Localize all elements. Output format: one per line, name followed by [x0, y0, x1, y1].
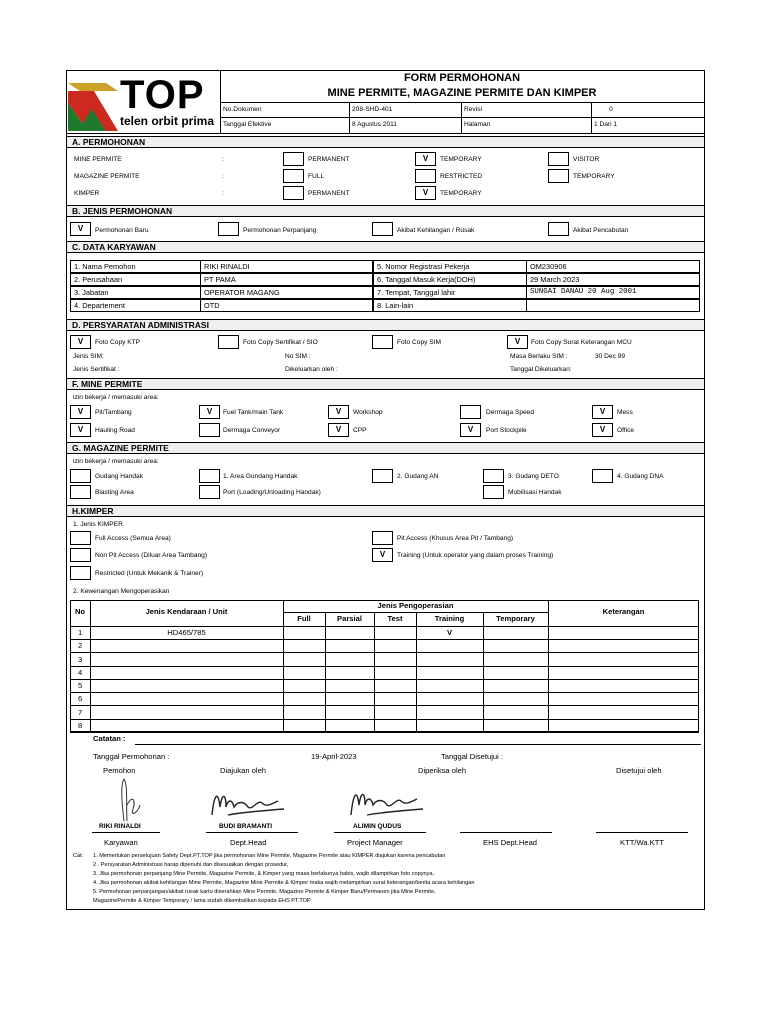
departement-label: 4. Departement [70, 299, 201, 312]
section-h-title: H.KIMPER [67, 505, 704, 517]
disetujui-label: Disetujui oleh [616, 766, 662, 775]
note-6: MagazinePermite & Kimper Temporary / lama sudah dikembalikan kepada EHS PT.TOP [93, 898, 311, 904]
jenis-sim-label: Jenis SIM: [73, 353, 104, 360]
cell-training: V [446, 628, 453, 637]
no-sim-label: No SIM : [285, 353, 311, 360]
cell-no: 1 [78, 628, 83, 637]
sertifikat-label: Foto Copy Sertifikat / SIO [243, 339, 318, 346]
cell-no: 2 [78, 641, 83, 651]
gudang-deto-label: 3. Gudang DETO [508, 473, 559, 480]
jabatan-value[interactable]: OPERATOR MAGANG [200, 286, 373, 299]
role-karyawan: Karyawan [104, 838, 138, 847]
full-access-checkbox[interactable] [70, 531, 91, 545]
akibat-pencabutan-checkbox[interactable] [548, 222, 569, 236]
cat-label: Cat: [73, 853, 84, 859]
port-stockpile-label: Port Stockpile [486, 427, 527, 434]
gudang-handak-checkbox[interactable] [70, 469, 91, 483]
cell-unit: HD465/785 [167, 628, 206, 637]
hauling-road-checkbox[interactable]: V [70, 423, 91, 437]
cpp-label: CPP [353, 427, 367, 434]
role-ktt: KTT/Wa.KTT [620, 838, 665, 847]
hauling-road-label: Hauling Road [95, 427, 135, 434]
cell-no: 4 [78, 667, 83, 677]
halaman-value: 1 Dari 1 [594, 121, 618, 128]
cell-no: 6 [78, 694, 83, 704]
doc-no-label: No.Dokumen [223, 106, 262, 113]
tgl-value: 8 Agustus 2011 [352, 121, 397, 128]
jenis-kimper-heading: 1. Jenis KIMPER [73, 521, 123, 528]
role-dept-head: Dept.Head [230, 838, 267, 847]
catatan-label: Catatan : [93, 734, 126, 743]
colon: : [222, 173, 224, 180]
permohonan-baru-checkbox[interactable]: V [70, 222, 91, 236]
role-ehs: EHS Dept.Head [483, 838, 538, 847]
non-pit-access-checkbox[interactable] [70, 548, 91, 562]
pit-tambang-label: Pit/Tambang [95, 409, 132, 416]
magazine-temporary-label: TEMPORARY [573, 173, 615, 180]
form-title: FORM PERMOHONAN [403, 72, 521, 84]
colon: : [222, 156, 224, 163]
mobilisasi-handak-label: Mobilisasi Handak [508, 489, 562, 496]
ktp-checkbox[interactable]: V [70, 335, 91, 349]
role-project-manager: Project Manager [347, 838, 403, 847]
dermaga-speed-label: Dermaga Speed [486, 409, 535, 416]
cell-no: 3 [78, 654, 83, 664]
port-stockpile-checkbox[interactable]: V [460, 423, 481, 437]
cell-no: 8 [78, 720, 83, 730]
tgl-disetujui-label: Tanggal Disetujui : [441, 752, 504, 761]
tgl-permohonan-label: Tanggal Permohonan : [93, 752, 170, 761]
note-2: 2 . Persyaratan Administrasi harap dipenuhi dan disesuaikan dengan prosedur, [93, 862, 289, 868]
note-5: 5. Permohonan perpanjangan/akibat rusak kartu diserahkan Mine Permite, Magazine Permite & Kimper Baru/Permanen jika Mine Permite, [93, 889, 436, 895]
akibat-pencabutan-label: Akibat Pencabutan [573, 227, 629, 234]
th-group: Jenis Pengoperasian [377, 601, 454, 610]
mine-temporary-checkbox[interactable]: V [415, 152, 436, 166]
cpp-checkbox[interactable]: V [328, 423, 349, 437]
kimper-temporary-checkbox[interactable]: V [415, 186, 436, 200]
tgl-label: Tanggal Efektive [223, 121, 272, 128]
halaman-label: Halaman [464, 121, 491, 128]
colon: : [222, 190, 224, 197]
perusahaan-value[interactable]: PT PAMA [200, 273, 373, 286]
gudang-handak-label: Gudang Handak [95, 473, 144, 480]
kimper-permanent-checkbox[interactable] [283, 186, 304, 200]
mine-permanent-label: PERMANENT [308, 156, 350, 163]
cell-no: 5 [78, 681, 83, 690]
mess-checkbox[interactable]: V [592, 405, 613, 419]
nomor-registrasi-label: 5. Nomor Registrasi Pekerja [373, 260, 527, 273]
mine-visitor-checkbox[interactable] [548, 152, 569, 166]
training-checkbox[interactable]: V [372, 548, 393, 562]
mine-permite-label: MINE PERMITE [74, 156, 122, 163]
area-gudang-handak-checkbox[interactable] [199, 469, 220, 483]
name-dept-head: BUDI BRAMANTI [219, 823, 273, 830]
gudang-deto-checkbox[interactable] [483, 469, 504, 483]
permohonan-baru-label: Permohonan Baru [95, 227, 149, 234]
gudang-an-label: 2. Gudang AN [397, 473, 439, 480]
akibat-kehilangan-checkbox[interactable] [372, 222, 393, 236]
nomor-registrasi-value[interactable]: OM230906 [526, 260, 700, 273]
th-parsial: Parsial [337, 614, 362, 623]
workshop-label: Workshop [353, 409, 383, 416]
company-logo [68, 73, 218, 131]
tgl-permohonan-value: 19-April-2023 [311, 752, 357, 761]
gudang-dna-checkbox[interactable] [592, 469, 613, 483]
akibat-kehilangan-label: Akibat Kehilangan / Rusak [397, 227, 475, 234]
th-training: Training [434, 614, 465, 623]
jabatan-label: 3. Jabatan [70, 286, 201, 299]
workshop-checkbox[interactable]: V [328, 405, 349, 419]
ktp-label: Foto Copy KTP [95, 339, 141, 346]
office-checkbox[interactable]: V [592, 423, 613, 437]
perusahaan-label: 2. Perusahaan [70, 273, 201, 286]
jenis-sertifikat-label: Jenis Sertifikat : [73, 366, 120, 373]
masa-berlaku-value: 30 Dec 99 [595, 353, 626, 360]
section-d-title: D. PERSYARATAN ADMINISTRASI [67, 319, 704, 331]
note-3: 3. Jika permohonan perpanjang Mine Permite, Magazine Permite, & Kimper yang masa berlakunya habis, wajib dilampirkan foto copynya, [93, 871, 435, 877]
permohonan-perpanjang-label: Permohonan Perpanjang [243, 227, 317, 234]
revisi-value: 0 [609, 106, 613, 113]
restricted-checkbox[interactable] [70, 566, 91, 580]
mine-temporary-label: TEMPORARY [440, 156, 482, 163]
company-name: telen orbit prima [120, 114, 215, 128]
tempat-lahir-value[interactable]: SUNGAI DANAU 20 Aug 2001 [526, 286, 700, 299]
name-pemohon: RIKI RINALDI [99, 823, 141, 830]
non-pit-access-label: Non Pit Access (Diluar Area Tambang) [95, 552, 208, 559]
tgl-dikeluarkan-label: Tanggal Dikeluarkan: [510, 366, 572, 373]
tempat-lahir-label: 7. Tempat, Tanggal lahir [373, 286, 527, 299]
mine-visitor-label: VISITOR [573, 156, 600, 163]
logo-text: TOP [120, 73, 205, 117]
th-no: No [74, 607, 86, 616]
magazine-full-label: FULL [308, 173, 325, 180]
magazine-permite-label: MAGAZINE PERMITE [74, 173, 140, 180]
logo-mark-icon [68, 73, 118, 131]
kewenangan-heading: 2. Kewenangan Mengoperasikan [73, 588, 170, 595]
th-jenis: Jenis Kendaraan / Unit [145, 607, 228, 616]
dermaga-conveyor-label: Dermaga Conveyor [223, 427, 281, 434]
tanggal-masuk-value[interactable]: 29 March 2023 [526, 273, 700, 286]
signature-project-manager [345, 783, 425, 823]
mess-label: Mess [617, 409, 633, 416]
kimper-temporary-label: TEMPORARY [440, 190, 482, 197]
tanggal-masuk-label: 6. Tanggal Masuk Kerja(DOH) [373, 273, 527, 286]
nama-value[interactable]: RIKI RINALDI [200, 260, 373, 273]
gudang-dna-label: 4. Gudang DNA [617, 473, 664, 480]
cell-no: 7 [78, 707, 83, 717]
th-ket: Keterangan [602, 607, 645, 616]
section-b-title: B. JENIS PERMOHONAN [67, 205, 704, 217]
revisi-label: Revisi [464, 106, 482, 113]
sim-checkbox[interactable] [372, 335, 393, 349]
office-label: Office [617, 427, 635, 434]
magazine-area-intro: izin bekerja / memasuki area: [73, 458, 159, 465]
signature-dept-head [208, 785, 288, 825]
mobilisasi-handak-checkbox[interactable] [483, 485, 504, 499]
magazine-full-checkbox[interactable] [283, 169, 304, 183]
section-g-title: G. MAGAZINE PERMITE [67, 442, 704, 454]
doc-no-value: 208-SHD-401 [352, 106, 393, 113]
magazine-restricted-checkbox[interactable] [415, 169, 436, 183]
signature-pemohon [110, 775, 150, 825]
mine-permanent-checkbox[interactable] [283, 152, 304, 166]
masa-berlaku-label: Masa Berlaku SIM : [510, 353, 568, 360]
section-f-title: F. MINE PERMITE [67, 378, 704, 390]
port-handak-label: Port (Loading/Unloading Handak) [223, 489, 321, 496]
port-handak-checkbox[interactable] [199, 485, 220, 499]
dermaga-speed-checkbox[interactable] [460, 405, 481, 419]
pit-tambang-checkbox[interactable]: V [70, 405, 91, 419]
diajukan-label: Diajukan oleh [220, 766, 267, 775]
name-project-manager: ALIMIN QUDUS [353, 823, 402, 830]
lain-lain-value[interactable] [526, 299, 700, 312]
note-1: 1. Memerlukan persetujuan Safety Dept.PT.TOP jika permohonan Mine Permite, Magazine Permite atau KIMPER diajukan karena pencabutan [93, 853, 446, 859]
restricted-label: Restricted (Untuk Mekanik & Trainer) [95, 570, 204, 577]
sertifikat-checkbox[interactable] [218, 335, 239, 349]
departement-value[interactable]: OTD [200, 299, 373, 312]
th-test: Test [387, 614, 403, 623]
dikeluarkan-label: Dikeluarkan oleh : [285, 366, 338, 373]
pemohon-label: Pemohon [103, 766, 136, 775]
th-temporary: Temporary [496, 614, 535, 623]
section-a-title: A. PERMOHONAN [67, 136, 704, 148]
section-c-title: C. DATA KARYAWAN [67, 241, 704, 253]
lain-lain-label: 8. Lain-lain [373, 299, 527, 312]
fuel-tank-checkbox[interactable]: V [199, 405, 220, 419]
permohonan-perpanjang-checkbox[interactable] [218, 222, 239, 236]
mine-area-intro: izin bekerja / memasuki area: [73, 394, 159, 401]
pit-access-label: Pit Access (Khusus Area Pit / Tambang) [397, 535, 514, 542]
note-4: 4. Jika permohonan akibat kehilangan Mine Permite, Magazine Mine Permite & Kimper maka wajib melampirkan surat keterangan/berita acara kehilangan [93, 880, 475, 886]
mcu-label: Foto Copy Surat Keterangan MCU [531, 339, 632, 346]
blasting-area-label: Blasting Area [95, 489, 134, 496]
pit-access-checkbox[interactable] [372, 531, 393, 545]
mcu-checkbox[interactable]: V [507, 335, 528, 349]
nama-label: 1. Nama Pemohon [70, 260, 201, 273]
diperiksa-label: Diperiksa oleh [418, 766, 467, 775]
th-full: Full [297, 614, 311, 623]
gudang-an-checkbox[interactable] [372, 469, 393, 483]
blasting-area-checkbox[interactable] [70, 485, 91, 499]
sim-label: Foto Copy SIM [397, 339, 441, 346]
full-access-label: Full Access (Semua Area) [95, 535, 171, 542]
magazine-temporary-checkbox[interactable] [548, 169, 569, 183]
magazine-restricted-label: RESTRICTED [440, 173, 483, 180]
kimper-label: KIMPER [74, 190, 100, 197]
kimper-permanent-label: PERMANENT [308, 190, 350, 197]
form-subtitle: MINE PERMITE, MAGAZINE PERMITE DAN KIMPER [327, 87, 597, 99]
fuel-tank-label: Fuel Tank/main Tank [223, 409, 284, 416]
training-label: Training (Untuk operator yang dalam proses Training) [397, 552, 554, 559]
area-gudang-handak-label: 1. Area Gundang Handak [223, 473, 298, 480]
dermaga-conveyor-checkbox[interactable] [199, 423, 220, 437]
